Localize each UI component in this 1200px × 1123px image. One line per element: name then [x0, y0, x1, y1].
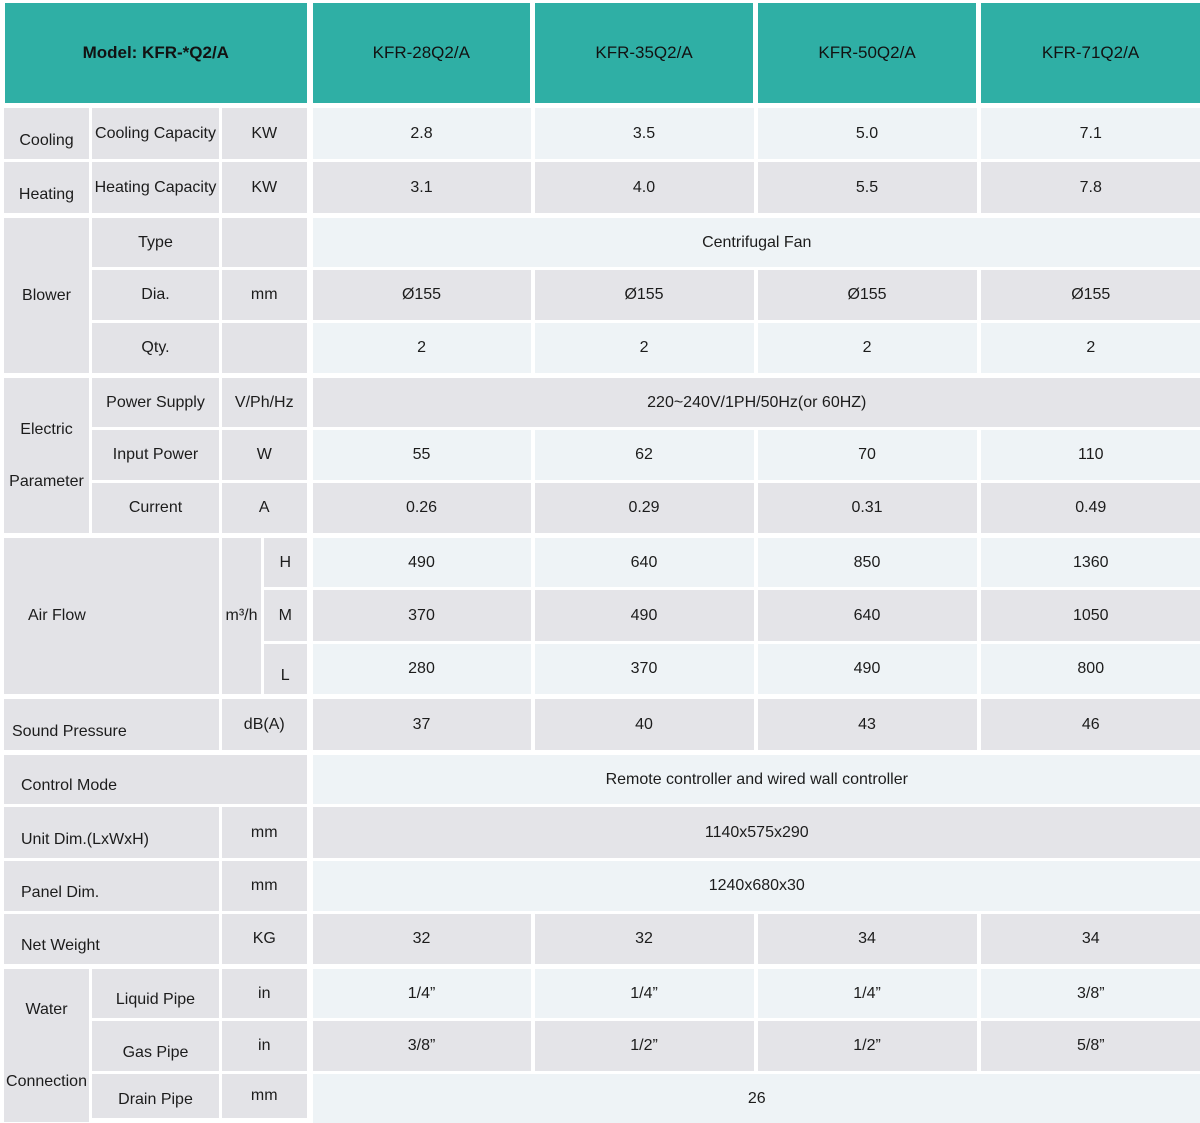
value-drain-pipe: 26 [310, 1073, 1200, 1123]
unit-blower-qty [221, 322, 310, 376]
value-gas-50: 1/2” [756, 1020, 979, 1073]
row-net-weight [3, 913, 1200, 967]
value-heating-50: 5.5 [756, 161, 979, 216]
value-airflow-m-50: 640 [756, 589, 979, 643]
column-header-kfr-28: KFR-28Q2/A [310, 2, 533, 106]
unit-input-power: W [221, 429, 310, 482]
row-current [3, 482, 1200, 536]
value-dia-50: Ø155 [756, 269, 979, 322]
label-drain-pipe: Drain Pipe [91, 1073, 221, 1123]
unit-power-supply: V/Ph/Hz [221, 376, 310, 429]
value-qty-35: 2 [533, 322, 756, 376]
unit-cooling: KW [221, 106, 310, 161]
value-qty-50: 2 [756, 322, 979, 376]
value-current-35: 0.29 [533, 482, 756, 536]
label-airflow-l: L [263, 643, 310, 697]
value-heating-28: 3.1 [310, 161, 533, 216]
group-label-heating: Heating [3, 161, 91, 216]
value-unit-dim: 1140x575x290 [310, 806, 1200, 860]
label-gas-pipe: Gas Pipe [91, 1020, 221, 1073]
value-gas-28: 3/8” [310, 1020, 533, 1073]
value-heating-71: 7.8 [979, 161, 1200, 216]
value-heating-35: 4.0 [533, 161, 756, 216]
row-blower-dia [3, 269, 1200, 322]
label-cooling-capacity: Cooling Capacity [91, 106, 221, 161]
value-liquid-35: 1/4” [533, 967, 756, 1020]
unit-current: A [221, 482, 310, 536]
row-blower-type [3, 216, 1200, 269]
value-net-weight-35: 32 [533, 913, 756, 967]
row-cooling [3, 106, 1200, 161]
group-label-water-connection [3, 967, 91, 1123]
unit-blower-type [221, 216, 310, 269]
unit-heating: KW [221, 161, 310, 216]
label-blower-dia: Dia. [91, 269, 221, 322]
label-sound-pressure: Sound Pressure [3, 697, 221, 753]
group-label-water-line1: Water [25, 1000, 68, 1018]
value-airflow-h-28: 490 [310, 536, 533, 589]
group-label-air-flow: Air Flow [3, 536, 221, 697]
group-label-cooling: Cooling [3, 106, 91, 161]
value-qty-71: 2 [979, 322, 1200, 376]
unit-unit-dim: mm [221, 806, 310, 860]
label-airflow-h: H [263, 536, 310, 589]
value-airflow-m-71: 1050 [979, 589, 1200, 643]
column-header-kfr-35: KFR-35Q2/A [533, 2, 756, 106]
row-input-power [3, 429, 1200, 482]
unit-sound-pressure: dB(A) [221, 697, 310, 753]
value-input-power-28: 55 [310, 429, 533, 482]
value-current-28: 0.26 [310, 482, 533, 536]
column-header-kfr-71: KFR-71Q2/A [979, 2, 1200, 106]
value-airflow-l-71: 800 [979, 643, 1200, 697]
label-blower-type: Type [91, 216, 221, 269]
value-net-weight-50: 34 [756, 913, 979, 967]
unit-blower-dia: mm [221, 269, 310, 322]
value-dia-28: Ø155 [310, 269, 533, 322]
group-label-electric-line1: Electric [20, 420, 73, 438]
value-qty-28: 2 [310, 322, 533, 376]
row-unit-dim [3, 806, 1200, 860]
group-label-electric-parameter [3, 376, 91, 536]
value-airflow-m-35: 490 [533, 589, 756, 643]
column-header-kfr-50: KFR-50Q2/A [756, 2, 979, 106]
value-input-power-71: 110 [979, 429, 1200, 482]
value-sound-50: 43 [756, 697, 979, 753]
value-net-weight-28: 32 [310, 913, 533, 967]
group-label-water-line2: Connection [6, 1072, 87, 1090]
header-row [3, 2, 1200, 106]
value-input-power-35: 62 [533, 429, 756, 482]
row-sound-pressure [3, 697, 1200, 753]
value-cooling-50: 5.0 [756, 106, 979, 161]
value-airflow-l-35: 370 [533, 643, 756, 697]
value-airflow-l-50: 490 [756, 643, 979, 697]
row-panel-dim [3, 860, 1200, 913]
value-gas-35: 1/2” [533, 1020, 756, 1073]
label-power-supply: Power Supply [91, 376, 221, 429]
group-label-blower: Blower [3, 216, 91, 376]
row-blower-qty [3, 322, 1200, 376]
row-gas-pipe [3, 1020, 1200, 1073]
value-blower-type: Centrifugal Fan [310, 216, 1200, 269]
label-heating-capacity: Heating Capacity [91, 161, 221, 216]
value-cooling-71: 7.1 [979, 106, 1200, 161]
row-airflow-h [3, 536, 1200, 589]
value-airflow-h-35: 640 [533, 536, 756, 589]
label-unit-dim: Unit Dim.(LxWxH) [3, 806, 221, 860]
value-dia-71: Ø155 [979, 269, 1200, 322]
label-control-mode: Control Mode [3, 753, 310, 806]
value-control-mode: Remote controller and wired wall controller [310, 753, 1200, 806]
value-cooling-28: 2.8 [310, 106, 533, 161]
value-liquid-71: 3/8” [979, 967, 1200, 1020]
label-current: Current [91, 482, 221, 536]
value-current-50: 0.31 [756, 482, 979, 536]
value-panel-dim: 1240x680x30 [310, 860, 1200, 913]
value-sound-28: 37 [310, 697, 533, 753]
unit-liquid-pipe: in [221, 967, 310, 1020]
value-sound-35: 40 [533, 697, 756, 753]
unit-drain-pipe: mm [221, 1073, 310, 1123]
row-liquid-pipe [3, 967, 1200, 1020]
row-drain-pipe [3, 1073, 1200, 1123]
value-airflow-h-71: 1360 [979, 536, 1200, 589]
value-cooling-35: 3.5 [533, 106, 756, 161]
value-airflow-m-28: 370 [310, 589, 533, 643]
row-heating [3, 161, 1200, 216]
unit-panel-dim: mm [221, 860, 310, 913]
value-net-weight-71: 34 [979, 913, 1200, 967]
value-liquid-50: 1/4” [756, 967, 979, 1020]
label-blower-qty: Qty. [91, 322, 221, 376]
label-net-weight: Net Weight [3, 913, 221, 967]
label-airflow-m: M [263, 589, 310, 643]
unit-gas-pipe: in [221, 1020, 310, 1073]
label-panel-dim: Panel Dim. [3, 860, 221, 913]
model-header-cell: Model: KFR-*Q2/A [3, 2, 310, 106]
value-sound-71: 46 [979, 697, 1200, 753]
value-airflow-h-50: 850 [756, 536, 979, 589]
unit-air-flow: m³/h [221, 536, 263, 697]
value-liquid-28: 1/4” [310, 967, 533, 1020]
value-gas-71: 5/8” [979, 1020, 1200, 1073]
value-airflow-l-28: 280 [310, 643, 533, 697]
value-dia-35: Ø155 [533, 269, 756, 322]
row-power-supply [3, 376, 1200, 429]
value-input-power-50: 70 [756, 429, 979, 482]
value-power-supply: 220~240V/1PH/50Hz(or 60HZ) [310, 376, 1200, 429]
row-control-mode [3, 753, 1200, 806]
group-label-electric-line2: Parameter [9, 472, 84, 490]
value-current-71: 0.49 [979, 482, 1200, 536]
label-liquid-pipe: Liquid Pipe [91, 967, 221, 1020]
label-input-power: Input Power [91, 429, 221, 482]
unit-net-weight: KG [221, 913, 310, 967]
